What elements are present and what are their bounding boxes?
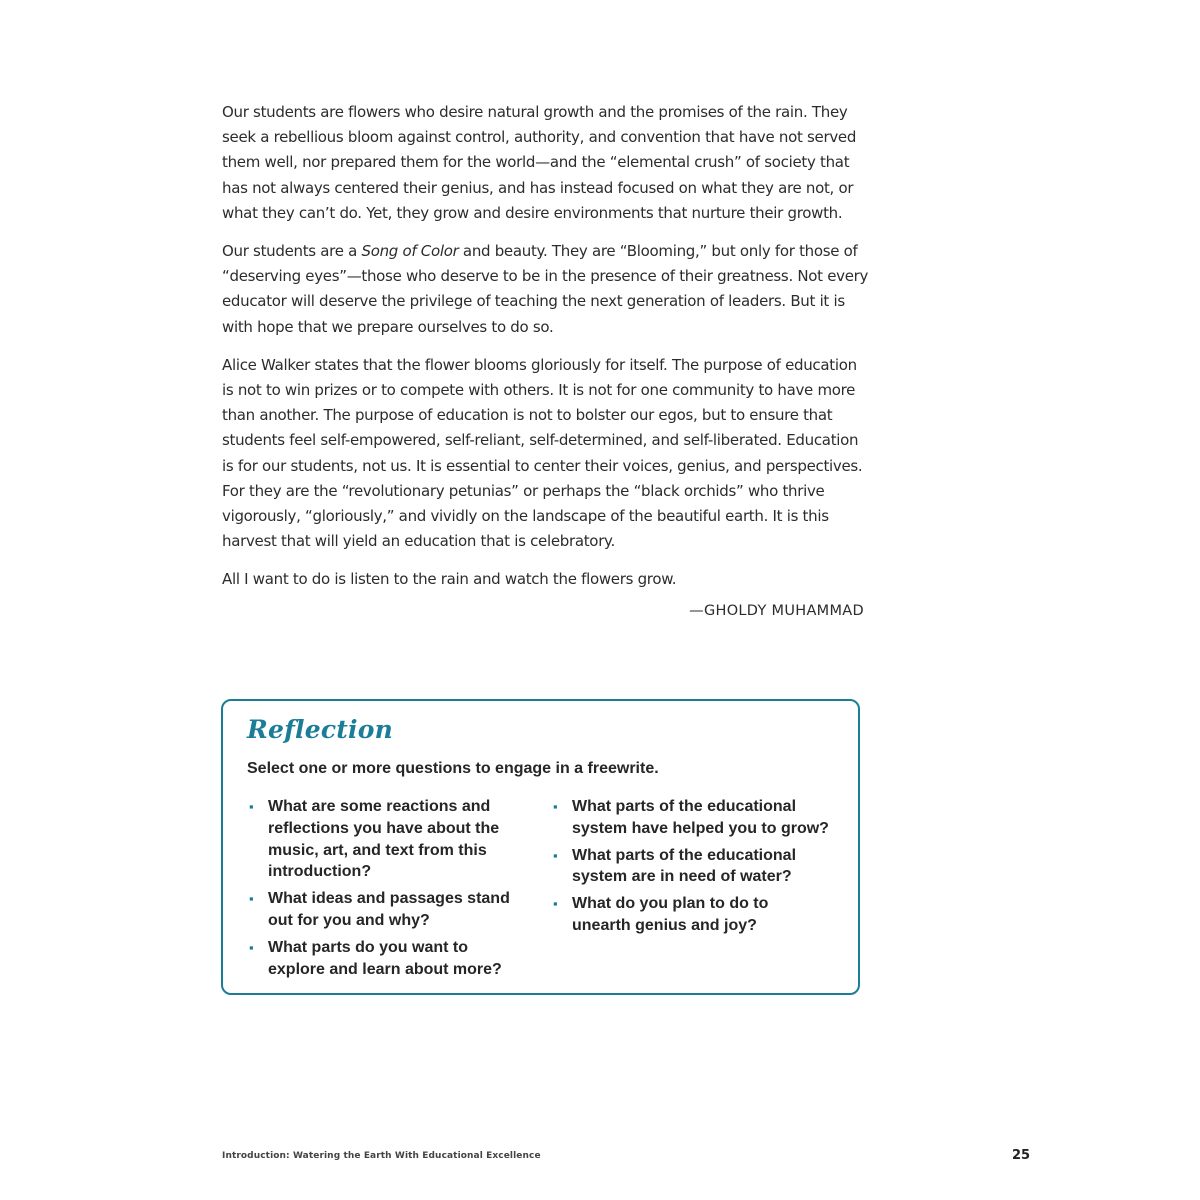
paragraph-2	[222, 239, 872, 340]
bullet-icon: ▪	[249, 939, 254, 955]
bullet-icon: ▪	[249, 891, 254, 907]
question-text: What parts of the educational system are in need of water?	[572, 846, 797, 886]
question-text: What parts do you want to explore and learn about more?	[268, 938, 502, 978]
question-text: What ideas and passages stand out for you and why?	[268, 890, 510, 929]
question-text: What parts of the educational system have helped you to grow?	[572, 798, 829, 837]
quote-attribution: —GHOLDY MUHAMMAD	[689, 602, 864, 619]
question-item	[247, 937, 523, 981]
bullet-icon: ▪	[553, 799, 558, 814]
paragraph-4: All I want to do is listen to the rain and watch the flowers grow.	[222, 570, 677, 589]
question-item	[247, 888, 523, 932]
song-of-color-title: Song of Color	[361, 242, 459, 261]
question-item	[551, 893, 831, 937]
reflection-box	[221, 699, 860, 995]
question-item	[247, 796, 523, 883]
paragraph-2-end: and beauty. They are “Blooming,” but only for those of “deserving eyes”—those who deserve to be in the presence of their greatness. Not every educator will deserve the privilege of teaching the next generation of leaders. But it is with hope that we prepare ourselves to do so.	[222, 242, 869, 336]
bullet-icon: ▪	[553, 896, 558, 912]
reflection-title: Reflection	[247, 715, 393, 744]
reflection-instruction: Select one or more questions to engage in a freewrite.	[247, 760, 659, 777]
bullet-icon: ▪	[553, 847, 558, 863]
paragraph-2-start: Our students are a	[222, 242, 362, 261]
bullet-icon: ▪	[249, 799, 254, 814]
page-number: 25	[1012, 1148, 1031, 1163]
paragraph-3: Alice Walker states that the flower blooms gloriously for itself. The purpose of education is not to win prizes or to compete with others. It is not for one community to have more than another. The purpose of education is not to bolster our egos, but to ensure that students feel self-empowered, self-reliant, self-determined, and self-liberated. Education is for our students, not us. It is essential to center their voices, genius, and perspectives. For they are the “revolutionary petunias” or perhaps the “black orchids” who thrive vigorously, “gloriously,” and vividly on the landscape of the beautiful earth. It is this harvest that will yield an education that is celebratory.	[222, 355, 863, 551]
question-text: What are some reactions and reflections you have about the music, art, and text from this introduction?	[268, 798, 500, 881]
main-text	[222, 100, 872, 624]
question-item	[551, 845, 831, 889]
paragraph-1: Our students are flowers who desire natural growth and the promises of the rain. They seek a rebellious bloom against control, authority, and convention that have not served them well, nor prepared them for the world—and the “elemental crush” of society that has not always centered their genius, and has instead focused on what they are not, or what they can’t do. Yet, they grow and desire environments that nurture their growth.	[222, 103, 857, 222]
question-text: What do you plan to do to unearth genius and joy?	[572, 895, 769, 934]
question-item	[551, 796, 831, 840]
footer-chapter-title: Introduction: Watering the Earth With Educational Excellence	[222, 1151, 541, 1161]
question-list-left	[247, 796, 523, 985]
question-list-right	[551, 796, 831, 942]
